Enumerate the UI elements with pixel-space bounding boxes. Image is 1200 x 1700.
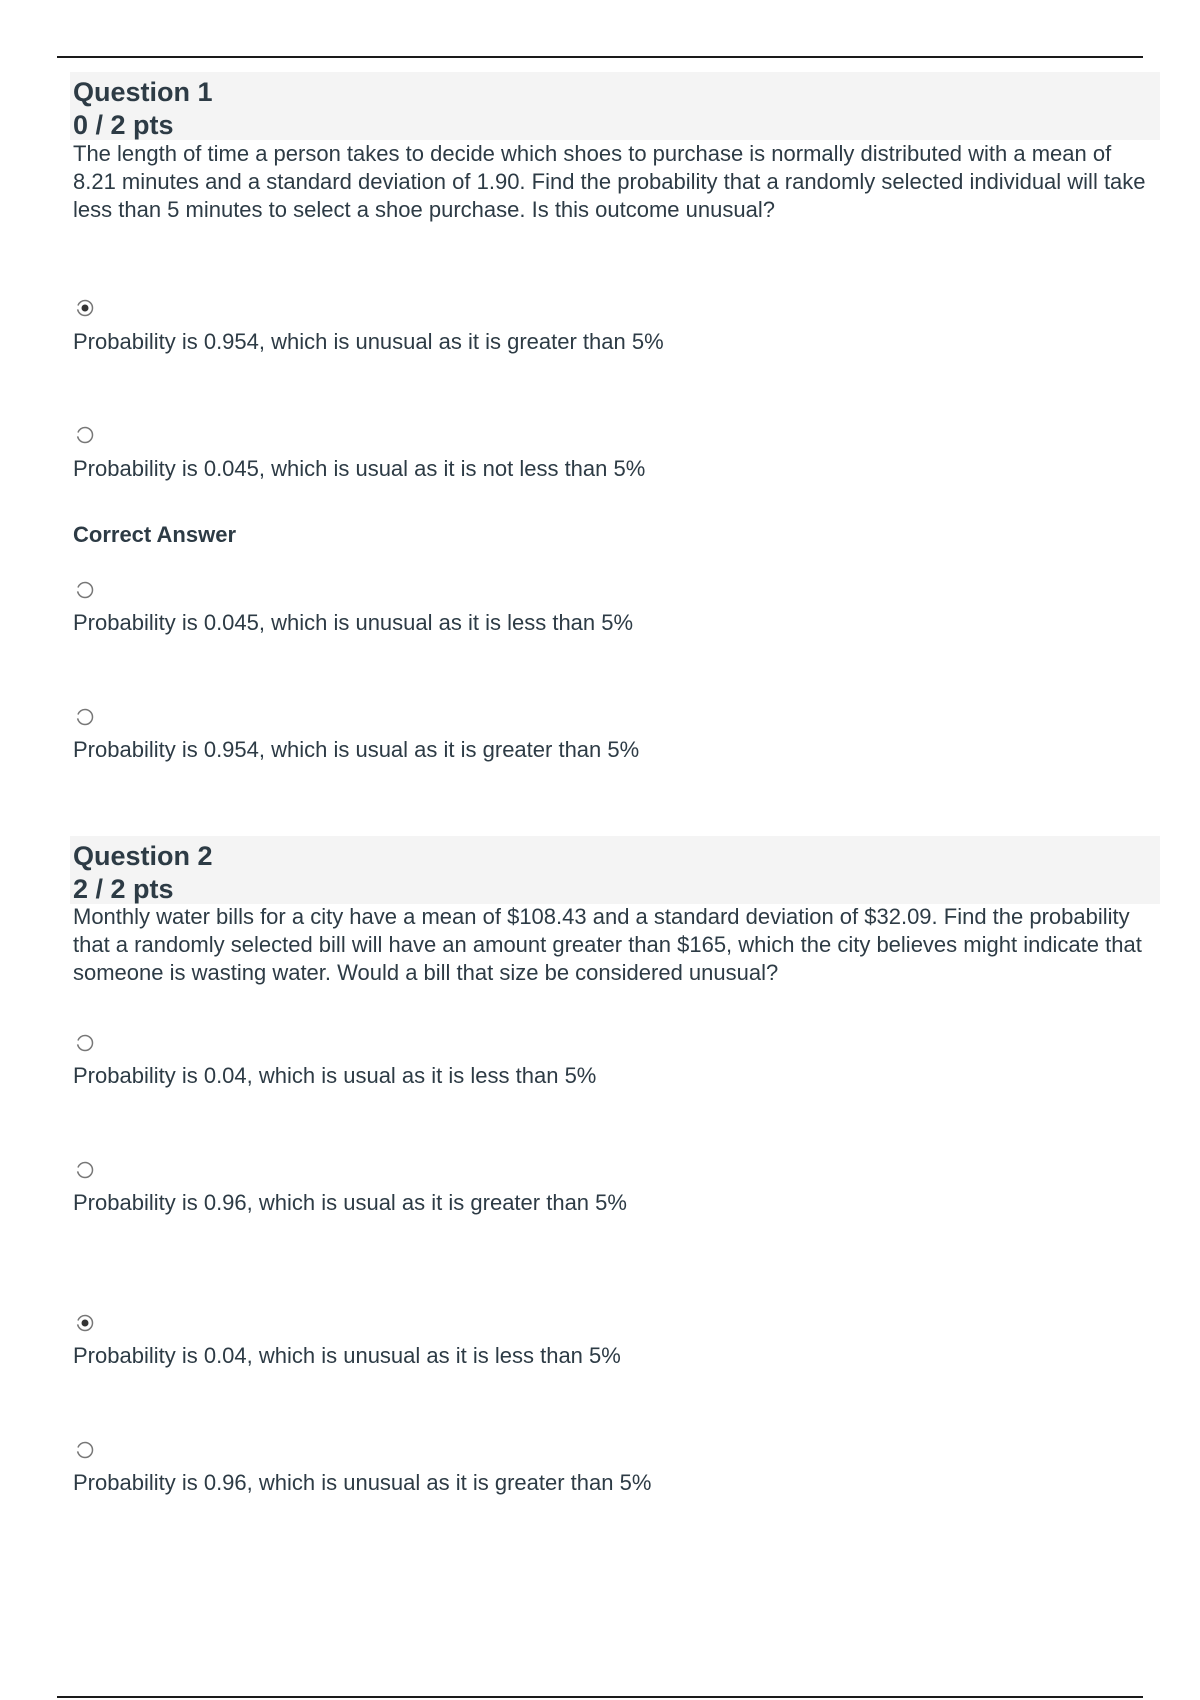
q2-answer-2-radio[interactable] <box>76 1161 94 1179</box>
question-2-text: Monthly water bills for a city have a mean of $108.43 and a standard deviation of $32.09. Find the probability that a randomly selected bill will have an amount greater than $165, which the city believes might indicate that someone is wasting water. Would a bill that size be considered unusual? <box>73 904 1142 985</box>
correct-answer-label: Correct Answer <box>73 522 237 547</box>
q2-answer-2-label: Probability is 0.96, which is usual as it is greater than 5% <box>73 1190 627 1215</box>
question-1-text: The length of time a person takes to decide which shoes to purchase is normally distributed with a mean of 8.21 minutes and a standard deviation of 1.90. Find the probability that a randomly selected individual will take less than 5 minutes to select a shoe purchase. Is this outcome unusual? <box>73 141 1146 222</box>
q2-answer-4-radio[interactable] <box>76 1441 94 1459</box>
q2-answer-4-label: Probability is 0.96, which is unusual as it is greater than 5% <box>73 1470 652 1495</box>
bottom-divider <box>57 1696 1143 1698</box>
question-1-title: Question 1 <box>73 77 213 107</box>
q2-answer-3-radio[interactable] <box>76 1314 94 1332</box>
q1-answer-3-label: Probability is 0.045, which is unusual as it is less than 5% <box>73 610 634 635</box>
q1-answer-1-radio[interactable] <box>76 299 94 317</box>
q2-answer-3-label: Probability is 0.04, which is unusual as it is less than 5% <box>73 1343 621 1368</box>
q2-answer-1-radio[interactable] <box>76 1034 94 1052</box>
q1-answer-3-radio[interactable] <box>76 581 94 599</box>
q2-answer-1-label: Probability is 0.04, which is usual as it is less than 5% <box>73 1063 597 1088</box>
question-1-points: 0 / 2 pts <box>73 110 174 140</box>
q1-answer-2-label: Probability is 0.045, which is usual as it is not less than 5% <box>73 456 646 481</box>
question-2-points: 2 / 2 pts <box>73 874 174 904</box>
question-2-header <box>70 836 1160 904</box>
q1-answer-1-label: Probability is 0.954, which is unusual as it is greater than 5% <box>73 329 664 354</box>
q1-answer-2-radio[interactable] <box>76 426 94 444</box>
top-divider <box>57 56 1143 58</box>
q1-answer-4-label: Probability is 0.954, which is usual as it is greater than 5% <box>73 737 640 762</box>
question-2-title: Question 2 <box>73 841 213 871</box>
q1-answer-4-radio[interactable] <box>76 708 94 726</box>
question-1-header <box>70 72 1160 140</box>
